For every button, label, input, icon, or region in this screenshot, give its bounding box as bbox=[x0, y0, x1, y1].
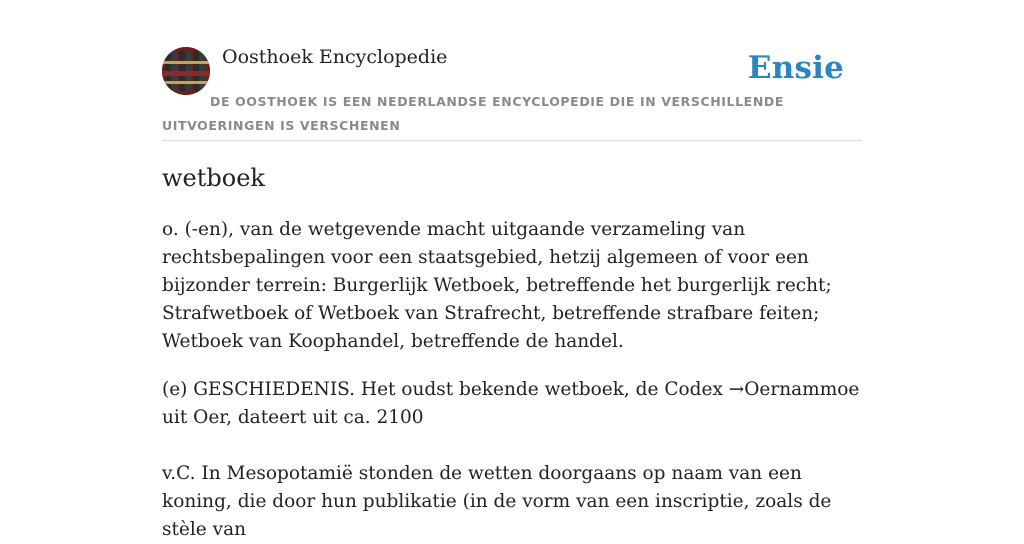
ensie-logo-link[interactable]: Ensie bbox=[747, 50, 844, 86]
history-text-start: (e) GESCHIEDENIS. Het oudst bekende wetboek, de Codex bbox=[162, 379, 729, 400]
history-paragraph bbox=[162, 376, 862, 432]
mesopotamia-paragraph: v.C. In Mesopotamië stonden de wetten doorgaans op naam van een koning, die door hun publikatie (in de vorm van een inscriptie, zoals de stèle van bbox=[162, 463, 832, 540]
site-title[interactable]: Oosthoek Encyclopedie bbox=[222, 46, 448, 68]
site-tagline: DE OOSTHOEK IS EEN NEDERLANDSE ENCYCLOPEDIE DIE IN VERSCHILLENDE UITVOERINGEN IS VERSCHENEN bbox=[162, 94, 784, 133]
article-title: wetboek bbox=[162, 164, 265, 192]
oernammoe-link[interactable]: →Oernammoe bbox=[728, 379, 860, 400]
encyclopedia-books-icon bbox=[162, 47, 210, 95]
history-text-end: uit Oer, dateert uit ca. 2100 bbox=[162, 407, 424, 428]
definition-paragraph: o. (-en), van de wetgevende macht uitgaande verzameling van rechtsbepalingen voor een staatsgebied, hetzij algemeen of voor een bijzonder terrein: Burgerlijk Wetboek, betreffende het burgerlijk recht; Strafwetboek of Wetboek van Strafrecht, betreffende strafbare feiten; Wetboek van Koophandel, betreffende de handel. bbox=[162, 219, 832, 352]
site-header bbox=[162, 40, 862, 141]
avatar[interactable] bbox=[162, 47, 210, 95]
article bbox=[162, 160, 862, 544]
